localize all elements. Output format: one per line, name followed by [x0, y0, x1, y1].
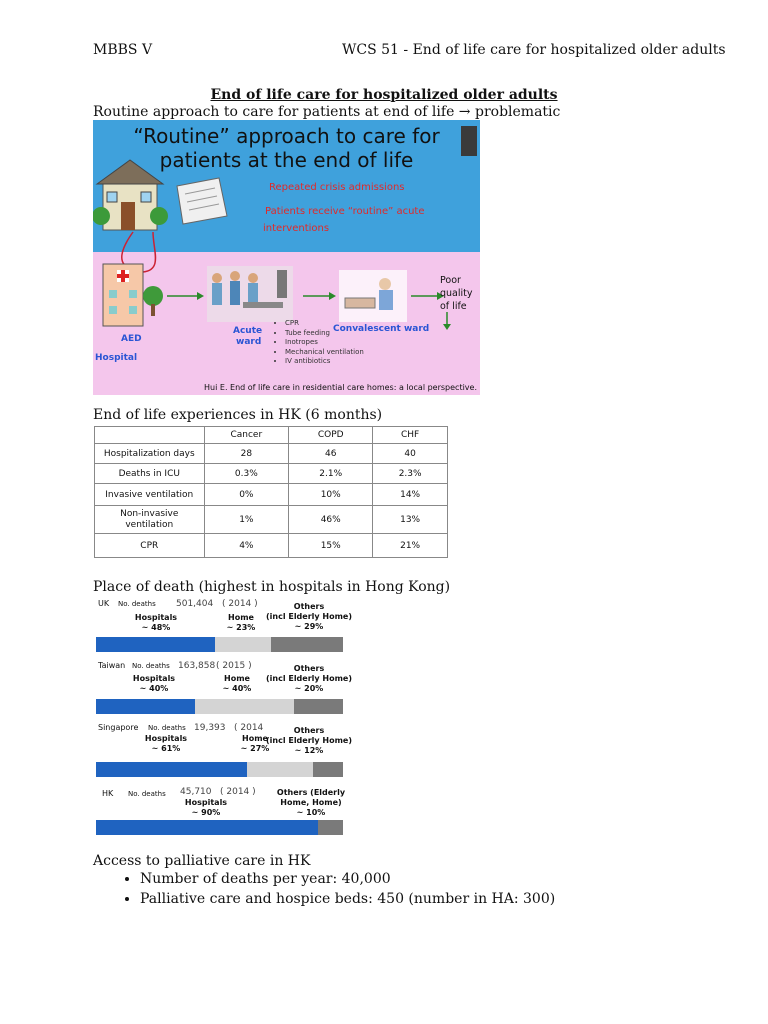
- list-item: • Palliative care and hospice beds: 450 (number in HA: 300): [140, 889, 555, 909]
- bar-segment-hospitals: [96, 637, 215, 652]
- table-cell: 21%: [373, 534, 448, 558]
- country-block-hk: [96, 784, 351, 844]
- bar-segment-hospitals: [96, 699, 195, 714]
- stacked-bar: [96, 762, 343, 777]
- slide-poor-quality: Poor quality of life: [440, 275, 473, 312]
- table-row: [95, 534, 448, 558]
- bar-segment-others: [271, 637, 343, 652]
- table-cell: 14%: [373, 484, 448, 506]
- no-deaths-label: No. deaths: [148, 724, 186, 732]
- label-hospitals: Hospitals ~ 48%: [134, 613, 178, 632]
- slide-title: “Routine” approach to care for patients at the end of life: [133, 124, 440, 172]
- bar-segment-others: [313, 762, 343, 777]
- table-header-row: [95, 427, 448, 444]
- table-cell: 4%: [204, 534, 289, 558]
- slide-aed-label: AED: [121, 334, 142, 344]
- country-block-uk: [96, 596, 351, 658]
- label-others: Others (incl Elderly Home) ~ 20%: [265, 664, 353, 693]
- country-label: HK: [102, 789, 114, 798]
- palliative-list: [118, 869, 555, 909]
- label-hospitals: Hospitals ~ 90%: [184, 798, 228, 817]
- deaths-year: ( 2014 ): [222, 599, 258, 609]
- country-block-taiwan: [96, 658, 351, 718]
- slide-note-1: Repeated crisis admissions: [269, 182, 405, 193]
- no-deaths-label: No. deaths: [128, 790, 166, 798]
- deaths-count: 19,393: [194, 723, 226, 733]
- table-cell: 2.1%: [289, 464, 373, 484]
- label-home: Home ~ 23%: [226, 613, 256, 632]
- list-item: • Number of deaths per year: 40,000: [140, 869, 555, 889]
- stacked-bar: [96, 637, 343, 652]
- bar-segment-hospitals: [96, 820, 318, 835]
- convalescent-scene: [339, 270, 407, 322]
- table-cell: 46%: [289, 506, 373, 534]
- table-cell: Deaths in ICU: [95, 464, 205, 484]
- label-home: Home ~ 27%: [240, 734, 270, 753]
- label-others: Others (incl Elderly Home) ~ 29%: [265, 602, 353, 631]
- stacked-bar: [96, 820, 343, 835]
- label-home: Home ~ 40%: [222, 674, 252, 693]
- intervention-item: • Inotropes: [285, 338, 364, 348]
- no-deaths-label: No. deaths: [118, 600, 156, 608]
- deaths-year: ( 2015 ): [216, 661, 252, 671]
- newspaper-icon: [177, 178, 227, 224]
- intervention-item: • IV antibiotics: [285, 357, 364, 367]
- deaths-count: 163,858: [178, 661, 216, 671]
- table-cell: 0%: [204, 484, 289, 506]
- deaths-year: ( 2014 ): [220, 787, 256, 797]
- deaths-count: 45,710: [180, 787, 212, 797]
- label-hospitals: Hospitals ~ 61%: [144, 734, 188, 753]
- place-of-death-heading: Place of death (highest in hospitals in Hong Kong): [93, 579, 451, 595]
- intervention-item: • Tube feeding: [285, 329, 364, 339]
- slide-ward-label: ward: [236, 337, 262, 347]
- header-course: MBBS V: [93, 42, 153, 58]
- house-icon: [93, 160, 168, 230]
- header-topic: WCS 51 - End of life care for hospitalized older adults: [342, 42, 726, 58]
- slide-interventions-list: [275, 319, 364, 367]
- table-cell: 28: [204, 444, 289, 464]
- table-cell: Invasive ventilation: [95, 484, 205, 506]
- acute-ward-scene: [207, 266, 293, 322]
- loop-arrow-left: [122, 232, 138, 268]
- no-deaths-label: No. deaths: [132, 662, 170, 670]
- table-row: [95, 464, 448, 484]
- slide-citation: Hui E. End of life care in residential care homes: a local perspective.: [204, 383, 477, 392]
- slide-convalescent-label: Convalescent ward: [333, 324, 430, 334]
- table-row: [95, 444, 448, 464]
- table-cell: 1%: [204, 506, 289, 534]
- end-of-life-table: [94, 426, 448, 558]
- loop-arrow-right: [143, 232, 156, 272]
- country-block-singapore: [96, 720, 351, 782]
- table-header-cell: COPD: [289, 427, 373, 444]
- slide-hospital-label: Hospital: [95, 353, 138, 363]
- label-hospitals: Hospitals ~ 40%: [132, 674, 176, 693]
- intervention-item: • Mechanical ventilation: [285, 348, 364, 358]
- routine-line: Routine approach to care for patients at end of life → problematic: [93, 104, 561, 120]
- table-row: [95, 484, 448, 506]
- table-row: [95, 506, 448, 534]
- intervention-item: • CPR: [285, 319, 364, 329]
- place-of-death-chart: [96, 596, 351, 844]
- table-header-cell: Cancer: [204, 427, 289, 444]
- table-header-cell: CHF: [373, 427, 448, 444]
- table-cell: 10%: [289, 484, 373, 506]
- stacked-bar: [96, 699, 343, 714]
- deaths-year: ( 2014: [234, 723, 264, 733]
- table-cell: 15%: [289, 534, 373, 558]
- table-cell: 46: [289, 444, 373, 464]
- slide-acute-label: Acute: [233, 326, 263, 336]
- bar-segment-home: [195, 699, 294, 714]
- table-header-cell: [95, 427, 205, 444]
- country-label: UK: [98, 599, 110, 608]
- access-heading: Access to palliative care in HK: [93, 853, 311, 869]
- routine-care-slide: [93, 120, 480, 395]
- slide-note-3: interventions: [263, 223, 330, 234]
- experiences-heading: End of life experiences in HK (6 months): [93, 407, 383, 423]
- table-cell: CPR: [95, 534, 205, 558]
- country-label: Singapore: [98, 723, 139, 732]
- table-cell: 13%: [373, 506, 448, 534]
- hospital-icon: [103, 264, 163, 326]
- country-label: Taiwan: [98, 661, 126, 670]
- bar-segment-home: [247, 762, 314, 777]
- page-title: End of life care for hospitalized older adults: [210, 87, 558, 103]
- bar-segment-hospitals: [96, 762, 247, 777]
- label-others: Others (Elderly Home, Home) ~ 10%: [276, 788, 346, 817]
- slide-note-2: Patients receive “routine” acute: [265, 206, 425, 217]
- label-others: Others (incl Elderly Home) ~ 12%: [265, 726, 353, 755]
- deaths-count: 501,404: [176, 599, 214, 609]
- bar-segment-others: [318, 820, 343, 835]
- table-cell: 40: [373, 444, 448, 464]
- bar-segment-others: [294, 699, 343, 714]
- table-cell: Hospitalization days: [95, 444, 205, 464]
- table-cell: Non-invasive ventilation: [95, 506, 205, 534]
- table-cell: 0.3%: [204, 464, 289, 484]
- table-cell: 2.3%: [373, 464, 448, 484]
- bar-segment-home: [215, 637, 272, 652]
